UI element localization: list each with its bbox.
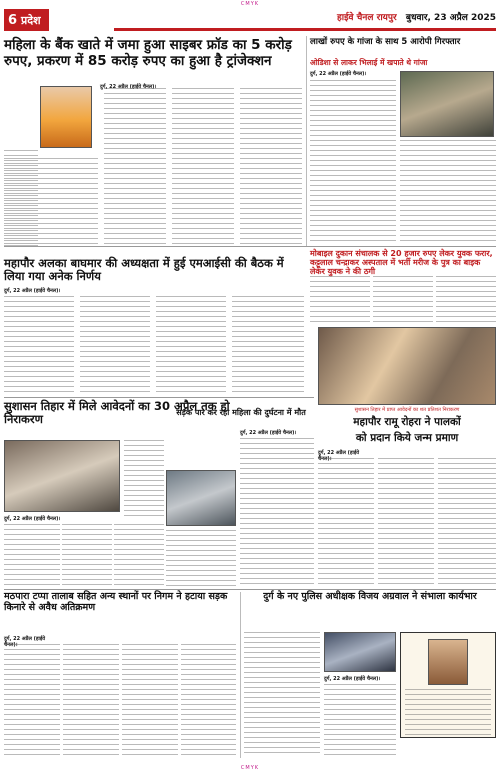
masthead: [4, 9, 496, 31]
sushasan-body-2: [124, 440, 164, 520]
notice-text: [405, 689, 491, 735]
section-rule: [4, 246, 496, 247]
column-divider: [306, 36, 307, 246]
page-number: 6: [8, 12, 18, 28]
cmyk-mark-top: CMYK: [240, 1, 260, 7]
issue-date: बुधवार, 23 अप्रैल 2025: [405, 13, 496, 23]
masthead-rule: [114, 28, 496, 31]
mic-meeting-headline: महापौर अलका बाघमार की अध्यक्षता में हुई एमआईसी की बैठक में लिया गया अनेक निर्णय: [4, 256, 284, 284]
new-sp-body: [244, 632, 396, 756]
cyber-fraud-body: [4, 88, 304, 248]
column-divider: [240, 592, 241, 758]
paper-info: [337, 10, 496, 23]
accident-body: [166, 438, 314, 588]
section-title: प्रदेश: [21, 13, 41, 27]
notice-portrait: [428, 639, 468, 685]
new-sp-byline: दुर्ग, 22 अप्रैल (हाईवे चैनल)।: [324, 676, 381, 682]
mayor-subheadline: को प्रदान किये जन्म प्रमाण: [355, 432, 459, 444]
mobile-fraud-headline: मोबाइल दुकान संचालक से 20 हजार रुपए लेकर युवक फरार, कट्टूलाल चन्द्राकर अस्पताल में भर्ती मरीज के पुत्र का बाइक लेकर युवक ने की ठगी: [310, 249, 493, 277]
section-banner: [4, 9, 49, 31]
mayor-photo-caption: सुशासन तिहार में प्राप्त आवेदनों का शत प्रतिशत निराकरण: [354, 407, 460, 413]
mobile-fraud-body: [310, 276, 496, 324]
new-sp-headline: दुर्ग के नए पुलिस अधीक्षक विजय अग्रवाल ने संभाला कार्यभार: [263, 591, 477, 602]
ganja-headline: लाखों रुपए के गांजा के साथ 5 आरोपी गिरफ्तार: [310, 37, 461, 47]
ganja-byline: दुर्ग, 22 अप्रैल (हाईवे चैनल)।: [310, 71, 367, 77]
mayor-headline: महापौर रामू रोहरा ने पालकों: [353, 416, 461, 428]
ganja-subheadline: ओडिशा से लाकर भिलाई में खपाते थे गांजा: [310, 58, 428, 67]
mayor-body: [318, 458, 496, 588]
sushasan-body: [4, 524, 164, 588]
sushasan-headline: सुशासन तिहार में मिले आवेदनों का 30 अप्रैल तक हो निराकरण: [4, 399, 230, 427]
paper-name: हाईवे चैनल: [337, 13, 374, 23]
mayor-byline: दुर्ग, 22 अप्रैल (हाईवे चैनल)।: [318, 450, 360, 462]
accident-headline: सड़क पार कर रहा महिला की दुर्घटना में मौत: [176, 408, 306, 417]
meeting-photo: [4, 440, 120, 512]
paper-city: रायपुर: [376, 13, 397, 23]
encroachment-headline: मठपारा टप्पा तालाब सहित अन्य स्थानों पर निगम ने हटाया सड़क किनारे से अवैध अतिक्रमण: [4, 591, 228, 613]
encroachment-byline: दुर्ग, 22 अप्रैल (हाईवे चैनल)।: [4, 636, 46, 648]
cmyk-mark-bottom: CMYK: [240, 765, 260, 771]
notice-box: [400, 632, 496, 738]
encroachment-body: [4, 644, 236, 756]
cyber-fraud-headline: महिला के बैंक खाते में जमा हुआ साइबर फ्रॉड का 5 करोड़ रुपए, प्रकरण में 85 करोड़ रुपए का हुआ है ट्रांजेक्शन: [4, 37, 292, 69]
sushasan-byline: दुर्ग, 22 अप्रैल (हाईवे चैनल)।: [4, 516, 61, 522]
section-rule: [4, 397, 314, 398]
mic-meeting-body: [4, 296, 304, 396]
accident-byline: दुर्ग, 22 अप्रैल (हाईवे चैनल)।: [240, 430, 297, 436]
ganja-body: [310, 80, 496, 245]
mayor-event-photo: [318, 327, 496, 405]
mic-meeting-byline: दुर्ग, 22 अप्रैल (हाईवे चैनल)।: [4, 288, 61, 294]
cyber-fraud-byline: दुर्ग, 22 अप्रैल (हाईवे चैनल)।: [100, 84, 157, 90]
section-rule: [4, 589, 496, 590]
